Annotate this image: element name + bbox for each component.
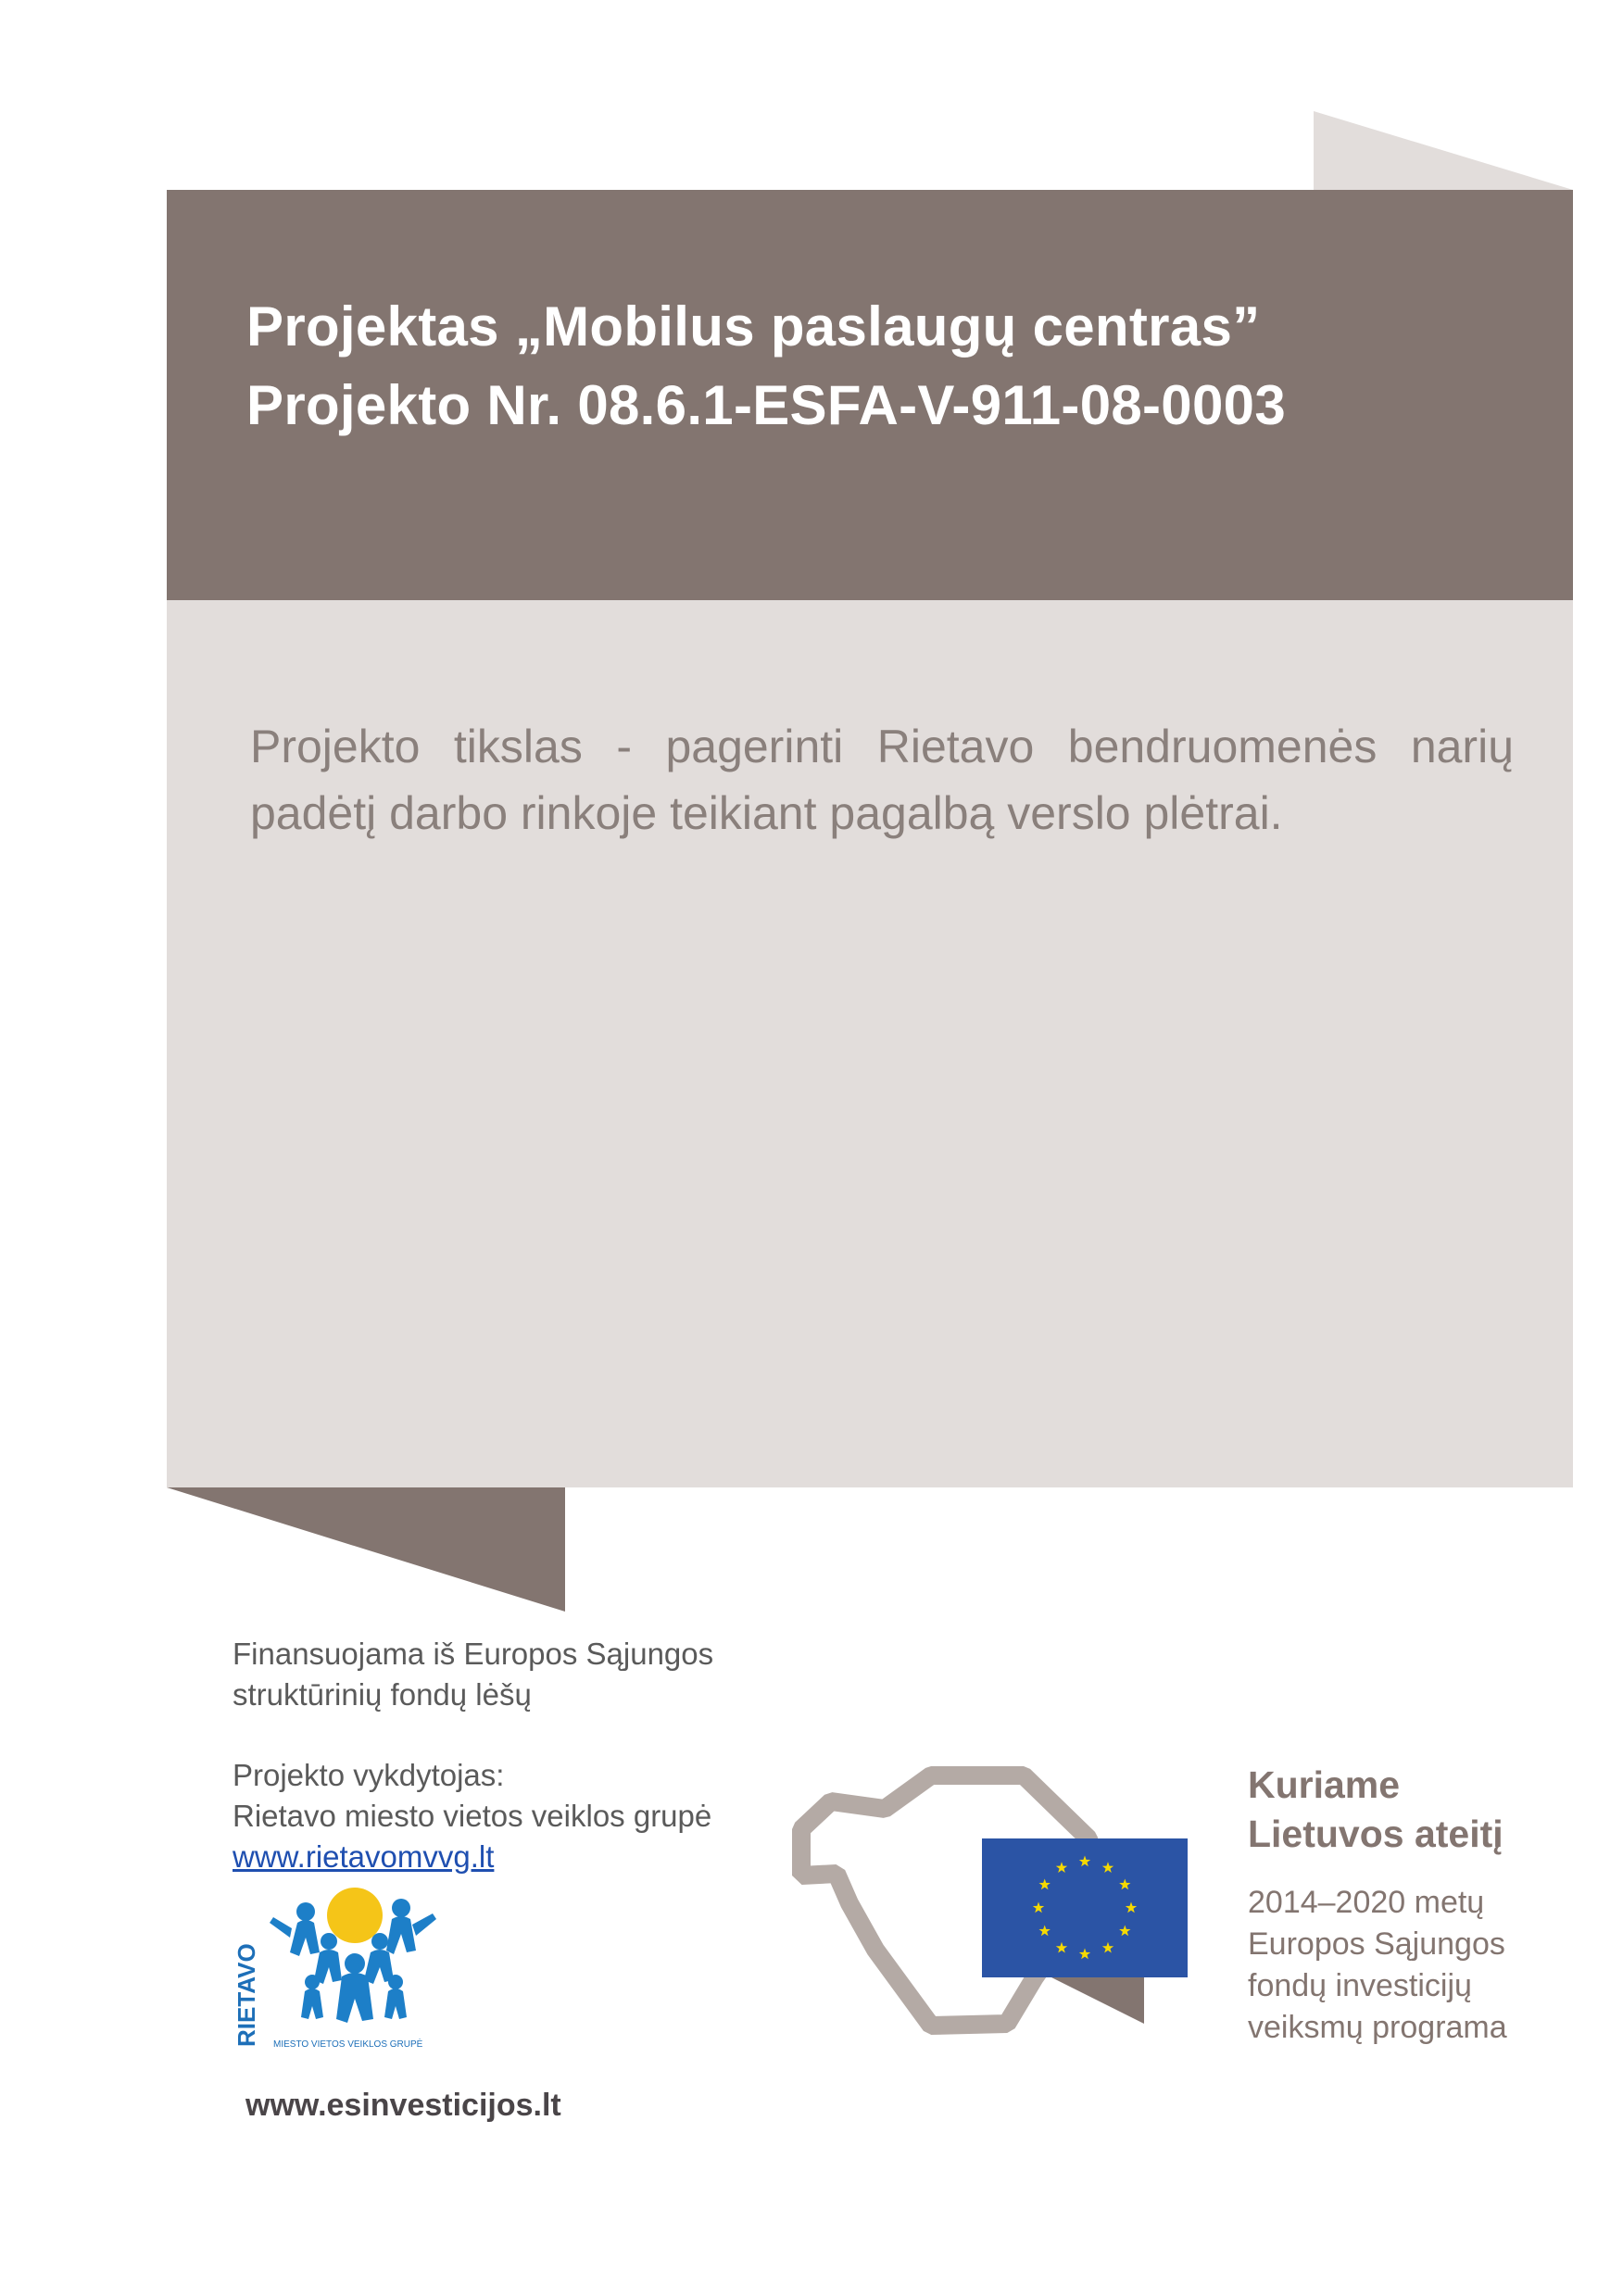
project-goal: Projekto tikslas - pagerinti Rietavo bendruomenės narių padėtį darbo rinkoje teikiant pagalbą verslo plėtrai. <box>250 721 1514 839</box>
project-title: Projektas „Mobilus paslaugų centras” <box>246 295 1261 358</box>
rietavo-logo-word: RIETAVO <box>233 1943 260 2047</box>
executor-label: Projekto vykdytojas: <box>233 1758 505 1792</box>
esinvesticijos-site: www.esinvesticijos.lt <box>245 2088 561 2123</box>
funding-line-2: struktūrinių fondų lėšų <box>233 1677 532 1712</box>
brand-sub-line-4: veiksmų programa <box>1248 2010 1507 2045</box>
rietavo-logo-subtitle: MIESTO VIETOS VEIKLOS GRUPĖ <box>273 2039 423 2050</box>
funding-line-1: Finansuojama iš Europos Sąjungos <box>233 1637 714 1671</box>
brand-sub-line-2: Europos Sąjungos <box>1248 1926 1505 1962</box>
brand-title-line-2: Lietuvos ateitį <box>1248 1813 1503 1855</box>
top-ribbon-fold <box>1314 111 1573 190</box>
brand-sub-line-3: fondų investicijų <box>1248 1968 1472 2003</box>
bottom-ribbon-fold <box>167 1487 565 1612</box>
brand-sub-line-1: 2014–2020 metų <box>1248 1885 1485 1920</box>
project-number: Projekto Nr. 08.6.1-ESFA-V-911-08-0003 <box>246 374 1286 436</box>
lithuania-map-icon <box>792 1764 1209 2042</box>
executor-name: Rietavo miesto vietos veiklos grupė <box>233 1799 712 1833</box>
executor-website-link[interactable]: www.rietavomvvg.lt <box>233 1839 495 1874</box>
rietavo-logo-icon <box>233 1880 445 2061</box>
brand-title-line-1: Kuriame <box>1248 1763 1401 1806</box>
